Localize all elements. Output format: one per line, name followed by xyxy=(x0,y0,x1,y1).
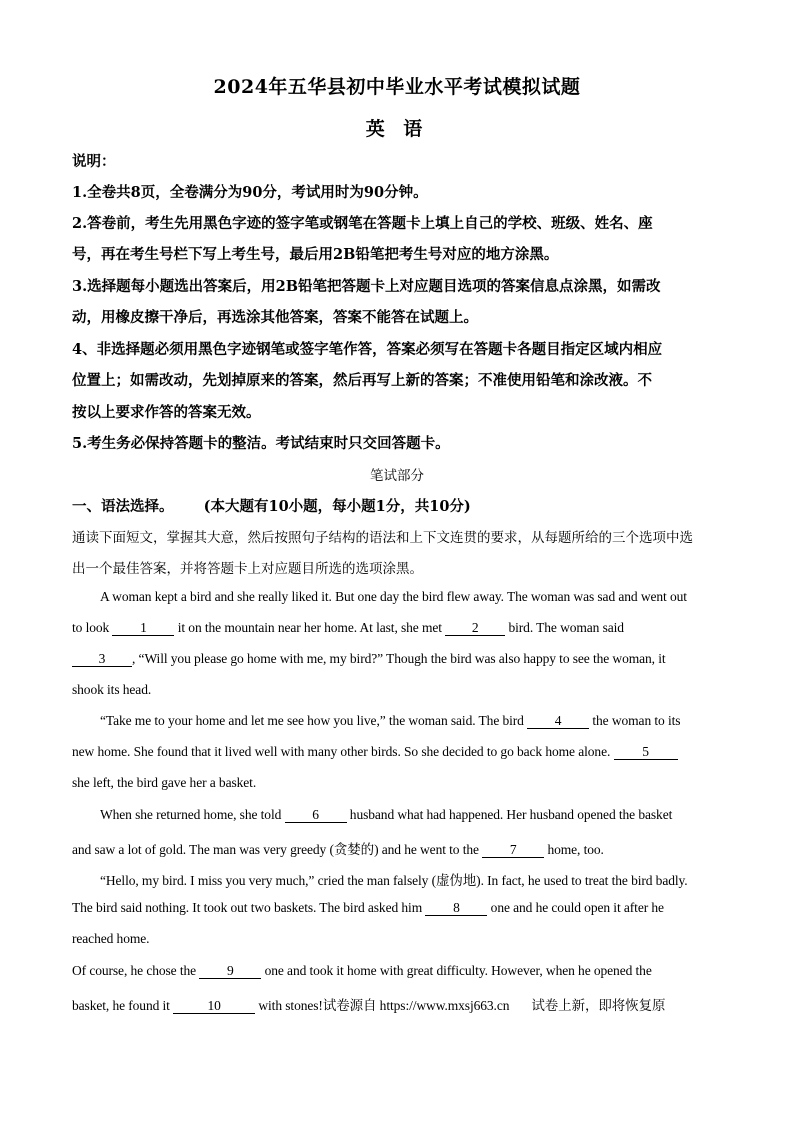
passage-line xyxy=(100,713,680,729)
passage-text: “Take me to your home and let me see how you live,” the woman said. The bird xyxy=(100,713,528,728)
instruction-line: 按以上要求作答的答案无效。 xyxy=(72,404,261,421)
instruction-line: 动，用橡皮擦干净后，再选涂其他答案，答案不能答在试题上。 xyxy=(72,309,478,326)
instruction-line: 3.选择题每小题选出答案后，用2B铅笔把答题卡上对应题目选项的答案信息点涂黑，如需改 xyxy=(72,278,661,295)
instruction-line: 1.全卷共8页，全卷满分为90分，考试用时为90分钟。 xyxy=(72,184,428,201)
passage-text: The bird said nothing. It took out two baskets. The bird asked him xyxy=(72,900,426,915)
passage-line: A woman kept a bird and she really liked it. But one day the bird flew away. The woman was sad and went out xyxy=(100,589,687,604)
passage-text: home, too. xyxy=(544,842,604,857)
instructions-label: 说明： xyxy=(72,153,116,170)
part-title: 一、语法选择。 xyxy=(72,498,174,515)
source-footer: 试卷源自 https://www.mxsj663.cn xyxy=(322,998,510,1013)
passage-text: Of course, he chose the xyxy=(72,963,200,978)
part-title-line xyxy=(72,495,471,516)
passage-line xyxy=(72,744,678,760)
passage-line xyxy=(72,651,666,667)
passage-text: bird. The woman said xyxy=(505,620,624,635)
instruction-line: 2.答卷前，考生先用黑色字迹的签字笔或钢笔在答题卡上填上自己的学校、班级、姓名、座 xyxy=(72,215,653,232)
passage-text: basket, he found it xyxy=(72,998,174,1013)
passage-line xyxy=(72,963,652,979)
passage-line: shook its head. xyxy=(72,682,152,697)
answer-blank-2[interactable]: 2 xyxy=(445,621,505,636)
answer-blank-7[interactable]: 7 xyxy=(482,843,544,858)
passage-line: reached home. xyxy=(72,931,150,946)
passage-text: new home. She found that it lived well with many other birds. So she decided to go back home alone. xyxy=(72,744,614,759)
passage-text: husband what had happened. Her husband opened the basket xyxy=(346,807,673,822)
passage-line: she left, the bird gave her a basket. xyxy=(72,775,257,790)
directions-line: 通读下面短文，掌握其大意，然后按照句子结构的语法和上下文连贯的要求，从每题所给的三个选项中选 xyxy=(72,530,693,546)
instruction-line: 号，再在考生号栏下写上考生号，最后用2B铅笔把考生号对应的地方涂黑。 xyxy=(72,246,559,263)
instruction-line: 5.考生务必保持答题卡的整洁。考试结束时只交回答题卡。 xyxy=(72,435,450,452)
passage-text: , “Will you please go home with me, my bird?” Though the bird was also happy to see the woman, it xyxy=(132,651,666,666)
passage-text: one and took it home with great difficulty. However, when he opened the xyxy=(261,963,652,978)
passage-text: to look xyxy=(72,620,113,635)
passage-text: and saw a lot of gold. The man was very greedy (贪婪的) and he went to the xyxy=(72,842,483,857)
passage-line xyxy=(72,900,664,916)
answer-blank-8[interactable]: 8 xyxy=(425,901,487,916)
answer-blank-4[interactable]: 4 xyxy=(527,714,589,729)
instruction-line: 位置上；如需改动，先划掉原来的答案，然后再写上新的答案；不准使用铅笔和涂改液。不 xyxy=(72,372,652,389)
source-note: 试卷上新，即将恢复原 xyxy=(531,998,666,1013)
exam-title: 2024年五华县初中毕业水平考试模拟试题 xyxy=(213,76,581,98)
passage-text: one and he could open it after he xyxy=(487,900,664,915)
passage-line xyxy=(72,994,665,1014)
passage-line xyxy=(100,807,672,823)
part-note: (本大题有10小题，每小题1分，共10分) xyxy=(203,498,471,515)
passage-text: When she returned home, she told xyxy=(100,807,285,822)
answer-blank-1[interactable]: 1 xyxy=(112,621,174,636)
passage-text: with stones! xyxy=(255,998,323,1013)
passage-line: “Hello, my bird. I miss you very much,” cried the man falsely (虚伪地). In fact, he used to treat the bird badly. xyxy=(100,873,688,888)
passage-text: it on the mountain near her home. At last, she met xyxy=(174,620,446,635)
answer-blank-5[interactable]: 5 xyxy=(614,745,678,760)
answer-blank-9[interactable]: 9 xyxy=(199,964,261,979)
passage-line xyxy=(72,620,624,636)
instruction-line: 4、非选择题必须用黑色字迹钢笔或签字笔作答，答案必须写在答题卡各题目指定区域内相应 xyxy=(72,341,663,358)
answer-blank-3[interactable]: 3 xyxy=(72,652,132,667)
passage-text: the woman to its xyxy=(589,713,681,728)
answer-blank-10[interactable]: 10 xyxy=(173,999,255,1014)
directions-line: 出一个最佳答案，并将答题卡上对应题目所选的选项涂黑。 xyxy=(72,561,423,577)
subject-title: 英 语 xyxy=(365,118,429,140)
passage-line xyxy=(72,838,604,858)
section-heading: 笔试部分 xyxy=(370,468,424,484)
answer-blank-6[interactable]: 6 xyxy=(285,808,347,823)
